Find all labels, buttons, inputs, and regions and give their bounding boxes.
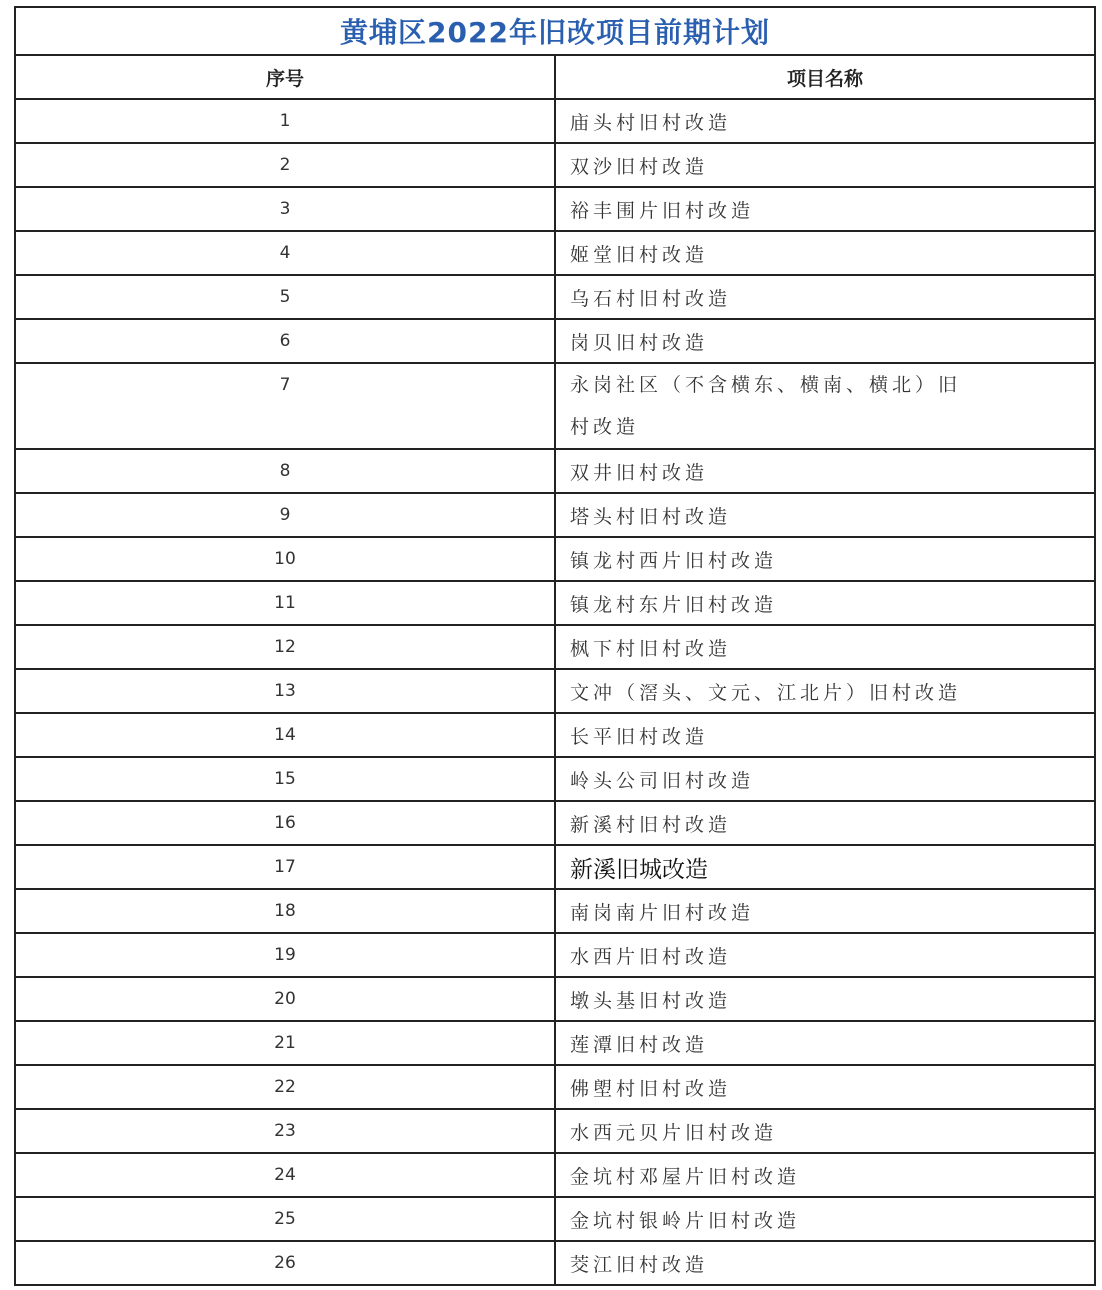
row-number: 4 (15, 231, 555, 275)
project-name: 佛塱村旧村改造 (555, 1065, 1095, 1109)
row-number: 25 (15, 1197, 555, 1241)
row-number: 20 (15, 977, 555, 1021)
project-name: 乌石村旧村改造 (555, 275, 1095, 319)
project-name: 裕丰围片旧村改造 (555, 187, 1095, 231)
row-number: 13 (15, 669, 555, 713)
project-name: 莲潭旧村改造 (555, 1021, 1095, 1065)
project-name: 新溪村旧村改造 (555, 801, 1095, 845)
row-number: 14 (15, 713, 555, 757)
table-row (15, 625, 1095, 669)
project-name: 墩头基旧村改造 (555, 977, 1095, 1021)
project-name: 茭江旧村改造 (555, 1241, 1095, 1285)
table-row (15, 275, 1095, 319)
table-row (15, 845, 1095, 889)
table-row (15, 1109, 1095, 1153)
row-number: 6 (15, 319, 555, 363)
project-name: 庙头村旧村改造 (555, 99, 1095, 143)
project-name: 南岗南片旧村改造 (555, 889, 1095, 933)
table-row (15, 143, 1095, 187)
table-row (15, 977, 1095, 1021)
project-name: 岭头公司旧村改造 (555, 757, 1095, 801)
row-number: 26 (15, 1241, 555, 1285)
row-number: 19 (15, 933, 555, 977)
project-name: 金坑村银岭片旧村改造 (555, 1197, 1095, 1241)
row-number: 23 (15, 1109, 555, 1153)
row-number: 16 (15, 801, 555, 845)
project-name: 水西片旧村改造 (555, 933, 1095, 977)
table-row (15, 537, 1095, 581)
row-number: 10 (15, 537, 555, 581)
row-number: 22 (15, 1065, 555, 1109)
project-name: 枫下村旧村改造 (555, 625, 1095, 669)
project-name: 金坑村邓屋片旧村改造 (555, 1153, 1095, 1197)
project-name (555, 363, 1095, 449)
project-name: 水西元贝片旧村改造 (555, 1109, 1095, 1153)
row-number: 8 (15, 449, 555, 493)
column-header-project-name: 项目名称 (555, 55, 1095, 99)
row-number: 2 (15, 143, 555, 187)
project-name: 镇龙村西片旧村改造 (555, 537, 1095, 581)
project-name: 镇龙村东片旧村改造 (555, 581, 1095, 625)
project-table (14, 6, 1096, 1286)
table-row (15, 757, 1095, 801)
project-name: 文冲（滘头、文元、江北片）旧村改造 (555, 669, 1095, 713)
row-number: 1 (15, 99, 555, 143)
table-row (15, 581, 1095, 625)
project-name-text: 永岗社区（不含横东、横南、横北）旧村改造 (570, 374, 962, 438)
row-number: 7 (15, 363, 555, 449)
table-row (15, 1197, 1095, 1241)
table-row (15, 933, 1095, 977)
row-number: 15 (15, 757, 555, 801)
table-row (15, 187, 1095, 231)
project-name: 岗贝旧村改造 (555, 319, 1095, 363)
project-name: 新溪旧城改造 (555, 845, 1095, 889)
table-row (15, 99, 1095, 143)
row-number: 21 (15, 1021, 555, 1065)
project-name: 双井旧村改造 (555, 449, 1095, 493)
row-number: 5 (15, 275, 555, 319)
row-number: 18 (15, 889, 555, 933)
table-row (15, 449, 1095, 493)
table-row (15, 1021, 1095, 1065)
project-name: 姬堂旧村改造 (555, 231, 1095, 275)
table-title: 黄埔区2022年旧改项目前期计划 (15, 7, 1095, 55)
project-name: 长平旧村改造 (555, 713, 1095, 757)
row-number: 24 (15, 1153, 555, 1197)
table-row (15, 319, 1095, 363)
project-name: 双沙旧村改造 (555, 143, 1095, 187)
column-header-number: 序号 (15, 55, 555, 99)
table-row (15, 1065, 1095, 1109)
table-row (15, 493, 1095, 537)
project-name: 塔头村旧村改造 (555, 493, 1095, 537)
row-number: 11 (15, 581, 555, 625)
table-row (15, 801, 1095, 845)
row-number: 17 (15, 845, 555, 889)
row-number: 12 (15, 625, 555, 669)
table-row (15, 363, 1095, 449)
row-number: 3 (15, 187, 555, 231)
table-row (15, 231, 1095, 275)
row-number: 9 (15, 493, 555, 537)
table-row (15, 889, 1095, 933)
table-row (15, 1241, 1095, 1285)
table-row (15, 1153, 1095, 1197)
table-row (15, 713, 1095, 757)
table-row (15, 669, 1095, 713)
